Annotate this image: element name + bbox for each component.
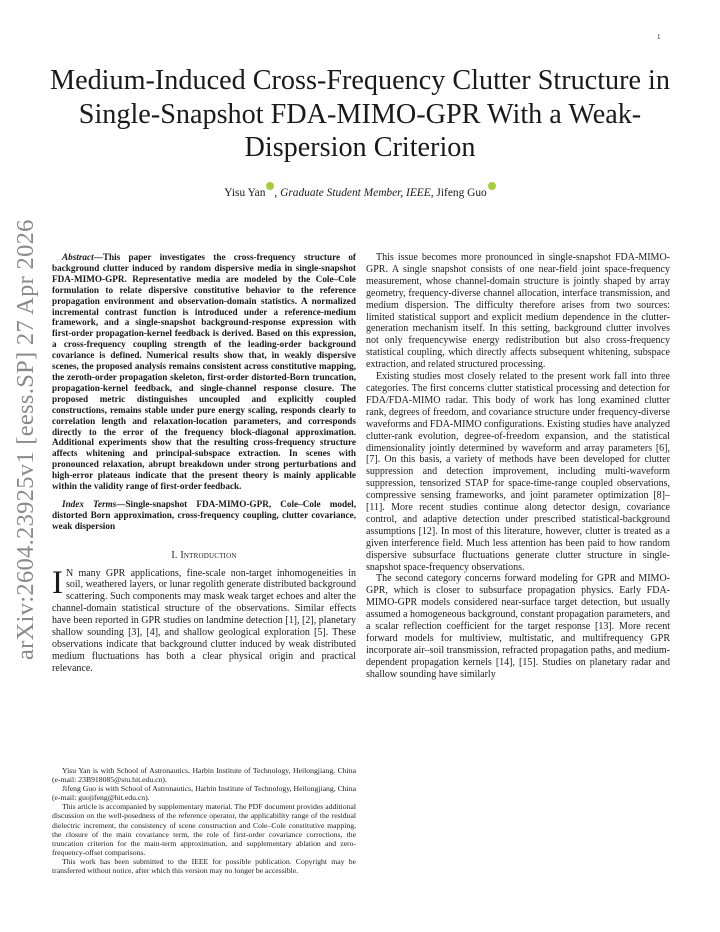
- abstract-text: —This paper investigates the cross-frequency structure of background clutter induced by random dispersive media in single-snapshot FDA-MIMO-GPR. Representative media are modeled by the Cole–Cole formulation to relate dispersive constitutive behavior to the reference propagation environment and observation-domain statistics. A normalized incremental contrast function is introduced under a reference-medium framework, and a single-snapshot background-response expression with first-order propagation-kernel feedback is derived. Based on this expression, a cross-frequency coupling strength of the leading-order background covariance is defined. Numerical results show that, in weakly dispersive scenes, the proposed analysis remains consistent across constitutive mapping, the zeroth-order propagation skeleton, first-order distorted-Born truncation, propagation-kernel feedback, and single-channel response closure. The proposed metric distinguishes uncoupled and explicitly coupled constructions, remains stable under pure energy scaling, responds clearly to correlation length and relaxation-location parameters, and corresponds directly to the error of the frequency block-diagonal approximation. Additional experiments show that the resulting cross-frequency structure affects whitening and principal-subspace extraction. In scenes with pronounced relaxation, abrupt breakdown under strong perturbations and high-error plateaus indicate that the present theory is mainly applicable within the validity range of first-order feedback.: [52, 252, 356, 492]
- drop-cap: I: [52, 564, 63, 601]
- section-body-left: [52, 564, 356, 675]
- arxiv-stamp[interactable]: arXiv:2604.23925v1 [eess.SP] 27 Apr 2026: [12, 219, 39, 660]
- abstract-lead: Abstract: [62, 252, 94, 262]
- abstract: [52, 252, 356, 492]
- footnote: Yisu Yan is with School of Astronautics, Harbin Institute of Technology, Heilongjiang, China (e-mail: 23B918085@stu.hit.edu.cn).: [52, 766, 356, 785]
- page-number: 1: [657, 33, 661, 41]
- section-body-right: [366, 252, 670, 681]
- left-column: [52, 252, 356, 675]
- footnotes: [52, 766, 356, 875]
- section-heading: [52, 550, 356, 562]
- author-name: Yisu Yan: [224, 187, 266, 199]
- right-column: [366, 252, 670, 681]
- paragraph-text: N many GPR applications, fine-scale non-target inhomogeneities in soil, weathered layers, or lunar regolith generate distributed background scattering. Such components may mask weak target echoes and alter the channel-domain statistical structure of the observations. Similar effects have been reported in GPR studies on landmine detection [1], [2], planetary shallow sounding [3], [4], and shallow geological exploration [5]. These observations indicate that background clutter induced by weak distributed medium fluctuations has both a clear physical origin and practical relevance.: [52, 567, 356, 674]
- index-terms-text: —Single-snapshot FDA-MIMO-GPR, Cole–Cole model, distorted Born approximation, cross-frequency coupling, clutter covariance, weak dispersion: [52, 498, 357, 531]
- author-affiliation-role: Graduate Student Member, IEEE,: [280, 187, 434, 199]
- index-terms-lead: Index Terms: [62, 498, 117, 509]
- paragraph: [52, 564, 356, 675]
- author-name: Jifeng Guo: [436, 187, 487, 199]
- paper-title: Medium-Induced Cross-Frequency Clutter Structure in Single-Snapshot FDA-MIMO-GPR With a Weak-Dispersion Criterion: [50, 65, 670, 164]
- orcid-icon[interactable]: [488, 182, 496, 190]
- orcid-icon[interactable]: [266, 182, 274, 190]
- footnote: This work has been submitted to the IEEE for possible publication. Copyright may be transferred without notice, after which this version may no longer be accessible.: [52, 856, 356, 876]
- section-numeral: I.: [171, 549, 178, 561]
- paragraph: This issue becomes more pronounced in single-snapshot FDA-MIMO-GPR. A single snapshot consists of one near-field joint space-frequency measurement, whose channel-domain structure is jointly shaped by array geometry, frequency-diverse channel allocation, interface transmission, and medium dispersion. The difficulty therefore arises from two sources: limited statistical support and explicit medium dependence in the clutter-generation mechanism itself. In this setting, background clutter involves not only frequencywise energy redistribution but also cross-frequency statistical coupling, which directly affects subsequent whitening, subspace extraction, and related structured processing.: [366, 252, 670, 371]
- section-title: Introduction: [180, 549, 237, 561]
- footnote: Jifeng Guo is with School of Astronautics, Harbin Institute of Technology, Heilongjiang, China (e-mail: guojifeng@hit.edu.cn).: [52, 784, 356, 803]
- paragraph: The second category concerns forward modeling for GPR and MIMO-GPR, which is closer to subsurface propagation physics. Early FDA-MIMO-GPR models considered near-surface target detection, but usually assumed a homogeneous background, constant propagation parameters, and a scalar reflection coefficient for the target response [13]. More recent forward models for multiview, multistatic, and multifrequency GPR incorporate air–soil transmission, refracted propagation paths, and medium-dependent propagation kernels [14], [15]. Studies on planetary radar and shallow sounding have similarly: [366, 573, 670, 680]
- footnote: This article is accompanied by supplementary material. The PDF document provides additional discussion on the well-posedness of the reference operator, the applicability range of the residual dielectric increment, the consistency of scene construction and Cole–Cole constitutive mapping, the closure of the main covariance term, the role of first-order covariance corrections, the truncation criterion for the main-term approximation, and supplementary ablation and zero-frequency-offset comparisons.: [52, 802, 356, 857]
- paragraph: Existing studies most closely related to the present work fall into three categories. The first concerns clutter statistical processing and detection for FDA/FDA-MIMO radar. This body of work has long examined clutter rank, degrees of freedom, and covariance structure under frequency-diverse waveforms and FDA-MIMO configurations. Existing studies have analyzed clutter-rank evolution, degree-of-freedom expansion, and the statistical dimensionality jointly determined by waveform and array parameters [6], [7]. On this basis, a variety of methods have been developed for clutter suppression and detection improvement, including multi-waveform suppression, tensorized STAP for space-time-range coupled observations, compressive sensing frameworks, and joint parameter optimization [8]–[11]. More recent studies continue along detector design, covariance control, and adaptive detection under prescribed statistical-background assumptions [12]. In most of this literature, however, clutter is treated as a given interference field. Much less attention has been paid to how random dispersive subsurface fluctuations generate clutter structure in single-snapshot space-frequency observations.: [366, 371, 670, 573]
- author-line: Yisu Yan , Graduate Student Member, IEEE, Jifeng Guo: [40, 182, 680, 199]
- index-terms: [52, 499, 356, 532]
